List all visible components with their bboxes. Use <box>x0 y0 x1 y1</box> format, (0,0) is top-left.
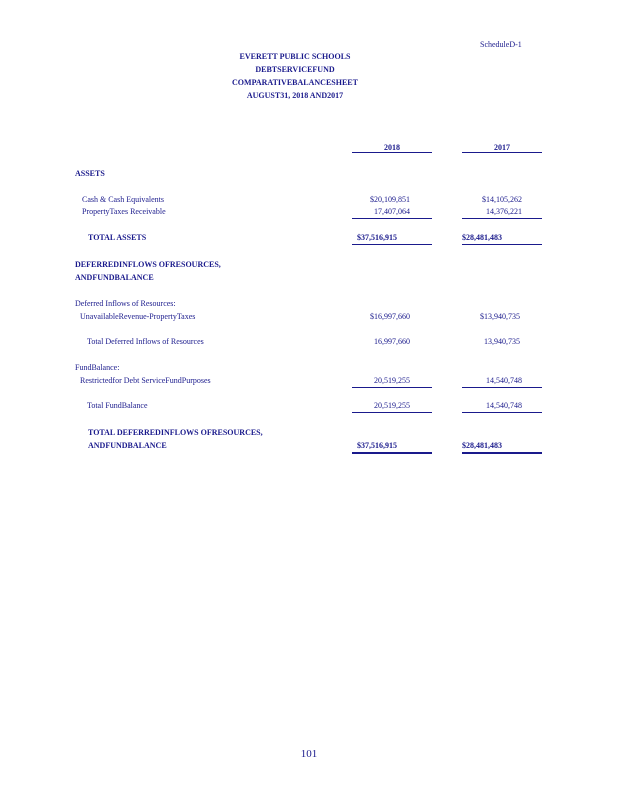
property-taxes-2017: 14,376,221 <box>486 207 522 216</box>
title-line-1: EVERETT PUBLIC SCHOOLS <box>239 52 351 61</box>
total-assets-rule-2018 <box>352 244 432 245</box>
unavailable-revenue-label: UnavailableRevenue-PropertyTaxes <box>80 312 196 321</box>
grand-total-2017: $28,481,483 <box>462 441 502 450</box>
total-fund-balance-rule-2018 <box>352 412 432 413</box>
deferred-inflows-heading: Deferred Inflows of Resources: <box>75 299 176 308</box>
total-assets-rule-2017 <box>462 244 542 245</box>
property-taxes-label: PropertyTaxes Receivable <box>82 207 166 216</box>
total-deferred-inflows-2018: 16,997,660 <box>374 337 410 346</box>
total-assets-2017: $28,481,483 <box>462 233 502 242</box>
deferred-section-heading-line-2: ANDFUNDBALANCE <box>75 273 154 282</box>
assets-heading: ASSETS <box>75 169 105 178</box>
assets-subtotal-rule-2017 <box>462 218 542 219</box>
restricted-debt-service-2018: 20,519,255 <box>374 376 410 385</box>
title-line-4: AUGUST31, 2018 AND2017 <box>246 91 344 100</box>
cash-2018: $20,109,851 <box>370 195 410 204</box>
total-deferred-inflows-label: Total Deferred Inflows of Resources <box>87 337 204 346</box>
property-taxes-2018: 17,407,064 <box>374 207 410 216</box>
grand-total-double-rule-2017 <box>462 452 542 454</box>
fund-balance-rule-2017 <box>462 387 542 388</box>
unavailable-revenue-2018: $16,997,660 <box>370 312 410 321</box>
grand-total-double-rule-2018 <box>352 452 432 454</box>
total-assets-2018: $37,516,915 <box>357 233 397 242</box>
column-heading-2018: 2018 <box>352 143 432 153</box>
cash-label: Cash & Cash Equivalents <box>82 195 164 204</box>
total-fund-balance-2017: 14,540,748 <box>486 401 522 410</box>
total-deferred-inflows-2017: 13,940,735 <box>484 337 520 346</box>
grand-total-label-line-2: ANDFUNDBALANCE <box>88 441 167 450</box>
cash-2017: $14,105,262 <box>482 195 522 204</box>
grand-total-label-line-1: TOTAL DEFERREDINFLOWS OFRESOURCES, <box>88 428 263 437</box>
assets-subtotal-rule-2018 <box>352 218 432 219</box>
grand-total-2018: $37,516,915 <box>357 441 397 450</box>
deferred-section-heading-line-1: DEFERREDINFLOWS OFRESOURCES, <box>75 260 221 269</box>
total-fund-balance-2018: 20,519,255 <box>374 401 410 410</box>
page-number: 101 <box>300 748 318 760</box>
unavailable-revenue-2017: $13,940,735 <box>480 312 520 321</box>
total-fund-balance-label: Total FundBalance <box>87 401 148 410</box>
total-fund-balance-rule-2017 <box>462 412 542 413</box>
restricted-debt-service-label: Restrictedfor Debt ServiceFundPurposes <box>80 376 211 385</box>
schedule-label: ScheduleD-1 <box>480 40 522 49</box>
restricted-debt-service-2017: 14,540,748 <box>486 376 522 385</box>
total-assets-label: TOTAL ASSETS <box>88 233 147 242</box>
fund-balance-rule-2018 <box>352 387 432 388</box>
column-heading-2017: 2017 <box>462 143 542 153</box>
fund-balance-heading: FundBalance: <box>75 363 120 372</box>
title-line-3: COMPARATIVEBALANCESHEET <box>232 78 358 87</box>
title-line-2: DEBTSERVICEFUND <box>255 65 335 74</box>
